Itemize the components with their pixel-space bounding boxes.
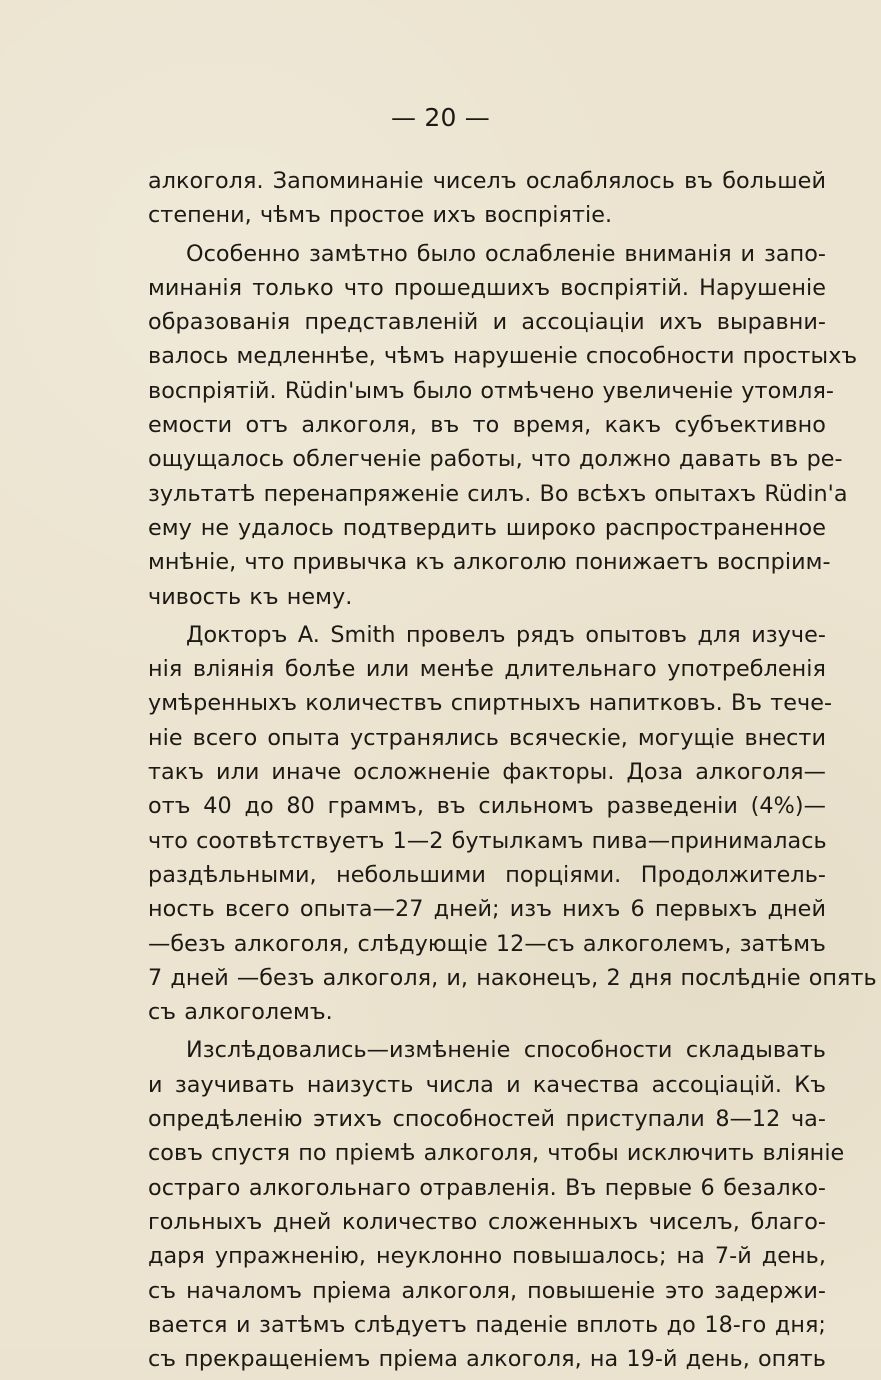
text-line: ощущалось облегченiе работы, что должно давать въ ре- — [148, 446, 843, 473]
text-line: остраго алкогольнаго отравленiя. Въ первые 6 безалко- — [148, 1174, 826, 1201]
text-line: образованiя представленiй и ассоцiацiи ихъ выравни- — [148, 309, 826, 336]
text-line: даря упражненiю, неуклонно повышалось; на 7-й день, — [148, 1243, 826, 1270]
text-line: умѣренныхъ количествъ спиртныхъ напитковъ. Въ тече- — [148, 690, 833, 717]
text-line: валось медленнѣе, чѣмъ нарушенiе способности простыхъ — [148, 343, 858, 370]
paragraph-4 — [148, 1033, 845, 1376]
text-line: вается и затѣмъ слѣдуетъ паденiе вплоть до 18-го дня; — [148, 1311, 826, 1338]
text-line: раздѣльными, небольшими порцiями. Продолжитель- — [148, 861, 826, 888]
text-line: чивость къ нему. — [148, 583, 353, 610]
text-line: и заучивать наизусть числа и качества ассоцiацiй. Къ — [148, 1071, 826, 1098]
text-line: нiя влiянiя болѣе или менѣе длительнаго употребленiя — [148, 656, 826, 683]
text-line: гольныхъ дней количество сложенныхъ чиселъ, благо- — [148, 1208, 826, 1235]
paragraph-3 — [148, 618, 877, 1030]
body-text — [148, 164, 877, 1380]
page-number: — 20 — — [391, 103, 490, 132]
text-line: съ началомъ прiема алкоголя, повышенiе это задержи- — [148, 1277, 826, 1304]
text-line: нiе всего опыта устранялись всяческiе, могущiе внести — [148, 724, 826, 751]
text-line: 7 дней —безъ алкоголя, и, наконецъ, 2 дня послѣднiе опять — [148, 964, 877, 991]
text-line: ность всего опыта—27 дней; изъ нихъ 6 первыхъ дней — [148, 896, 826, 923]
text-line: такъ или иначе осложненiе факторы. Доза алкоголя— — [148, 759, 826, 786]
paragraph-1 — [148, 164, 826, 233]
text-line: съ прекращенiемъ прiема алкоголя, на 19-й день, опять — [148, 1346, 826, 1373]
text-line: ему не удалось подтвердить широко распространенное — [148, 514, 826, 541]
text-line: алкоголя. Запоминанiе чиселъ ослаблялось въ большей — [148, 168, 826, 194]
text-line: Изслѣдовались—измѣненiе способности складывать — [186, 1037, 826, 1064]
text-line: Докторъ A. Smith провелъ рядъ опытовъ для изуче- — [186, 621, 826, 648]
text-line: Особенно замѣтно было ослабленiе вниманiя и запо- — [186, 240, 826, 267]
text-line: мнѣнiе, что привычка къ алкоголю понижаетъ воспрiим- — [148, 549, 831, 576]
text-line: воспрiятiй. Rüdin'ымъ было отмѣчено увеличенiе утомля- — [148, 377, 835, 404]
text-line: —безъ алкоголя, слѣдующiе 12—съ алкоголемъ, затѣмъ — [148, 930, 826, 957]
text-line: совъ спустя по прiемѣ алкоголя, чтобы исключить влiянiе — [148, 1140, 845, 1167]
text-line: отъ 40 до 80 граммъ, въ сильномъ разведенiи (4%)— — [148, 793, 826, 820]
text-line: съ алкоголемъ. — [148, 999, 333, 1026]
text-line: степени, чѣмъ простое ихъ воспрiятiе. — [148, 202, 613, 229]
text-line: минанiя только что прошедшихъ воспрiятiй. Нарушенiе — [148, 274, 826, 301]
text-line: опредѣленiю этихъ способностей приступали 8—12 ча- — [148, 1106, 826, 1133]
paragraph-2 — [148, 237, 858, 614]
text-line: емости отъ алкоголя, въ то время, какъ субъективно — [148, 412, 826, 439]
text-line: зультатѣ перенапряженiе силъ. Во всѣхъ опытахъ Rüdin'a — [148, 480, 848, 507]
text-line: что соотвѣтствуетъ 1—2 бутылкамъ пива—принималась — [148, 827, 827, 854]
